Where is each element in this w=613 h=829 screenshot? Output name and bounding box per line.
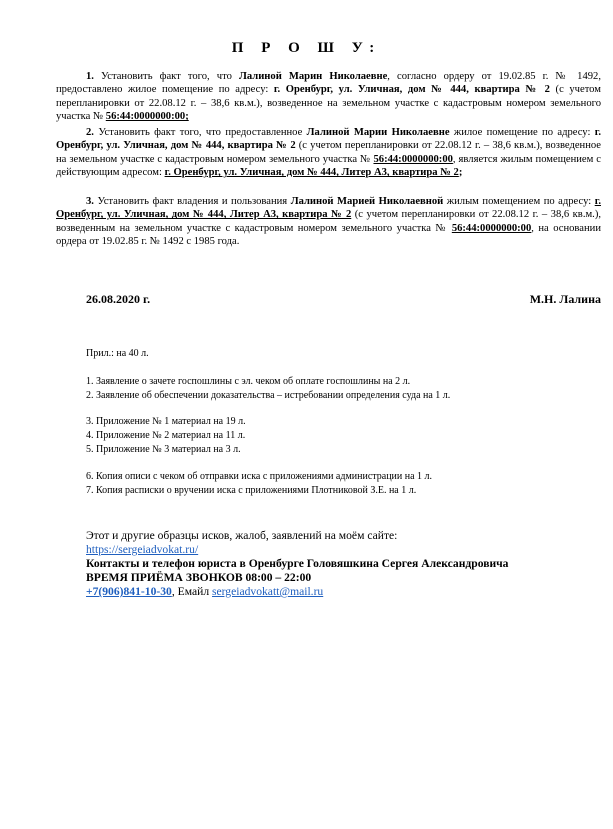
item-text-part: г. Оренбург, ул. Уличная, дом № 444, Литер А3, квартира № 2 bbox=[164, 167, 459, 179]
item-text-part: Установить факт владения и пользования bbox=[97, 196, 291, 207]
item-number: 3. bbox=[86, 196, 94, 207]
call-hours: ВРЕМЯ ПРИЁМА ЗВОНКОВ 08:00 – 22:00 bbox=[86, 571, 312, 584]
item-text-part: , является жилым помещением с действующим адресом: bbox=[56, 153, 601, 179]
attachment-item: 4. Приложение № 2 материал на 11 л. bbox=[86, 430, 246, 441]
item-text-part: 56:44:0000000:00 bbox=[373, 153, 453, 165]
item-text-part: г. Оренбург, ул. Уличная, дом № 444, Литер А3, квартира № 2 bbox=[56, 196, 601, 221]
item-text-part: Установить факт того, что bbox=[101, 71, 239, 82]
email-link[interactable]: sergeiadvokatt@mail.ru bbox=[212, 585, 324, 598]
attachment-item: 5. Приложение № 3 материал на 3 л. bbox=[86, 444, 241, 455]
item-text-part: ; bbox=[458, 167, 463, 179]
website-link[interactable]: https://sergeiadvokat.ru/ bbox=[86, 543, 199, 556]
item-text-part: г. Оренбург, ул. Уличная, дом № 444, квартира № 2 bbox=[273, 84, 550, 96]
attachment-item: 1. Заявление о зачете госпошлины с эл. чеком об оплате госпошлины на 2 л. bbox=[86, 376, 411, 387]
item-text-part: г. Оренбург, ул. Уличная, дом № 444, квартира № 2 bbox=[56, 127, 602, 152]
item-text-part: жилое помещение по адресу: bbox=[449, 127, 595, 138]
attachment-item: 7. Копия расписки о вручении иска с приложениями Плотниковой З.Е. на 1 л. bbox=[86, 485, 417, 496]
attachment-item: 2. Заявление об обеспечении доказательства – истребовании определения суда на 1 л. bbox=[86, 390, 451, 401]
document-date: 26.08.2020 г. bbox=[86, 292, 151, 306]
document-title: П Р О Ш У: bbox=[231, 40, 382, 56]
item-text-part: (с учетом перепланировки от 22.08.12 г. – 38,6 кв.м.), возведенное на земельном участке с кадастровым номером земельного участка № bbox=[56, 140, 601, 165]
request-item-2 bbox=[56, 126, 601, 180]
item-text-part: 56:44:0000000:00; bbox=[105, 111, 189, 123]
item-number: 1. bbox=[86, 71, 94, 82]
item-text-part: 56:44:0000000:00 bbox=[451, 222, 532, 234]
item-number: 2. bbox=[86, 127, 94, 138]
signature-name: М.Н. Лалина bbox=[529, 292, 601, 306]
item-text-part: (с учетом перепланировки от 22.08.12 г. – 38,6 кв.м.), возведенное на земельном участке с кадастровым номером земельного участка № bbox=[56, 84, 601, 123]
attachments-header: Прил.: на 40 л. bbox=[86, 348, 149, 359]
item-text-part: , согласно ордеру от 19.02.85 г. № 1492, предоставлено жилое помещение по адресу: bbox=[56, 71, 601, 96]
item-text-part: , на основании ордера от 19.02.85 г. № 1492 с 1985 года. bbox=[56, 222, 601, 248]
item-text-part: Установить факт того, что предоставленное bbox=[98, 127, 307, 138]
footer-intro: Этот и другие образцы исков, жалоб, заявлений на моём сайте: bbox=[86, 529, 398, 542]
contacts-heading: Контакты и телефон юриста в Оренбурге Головяшкина Сергея Александровича bbox=[86, 557, 509, 570]
item-text-part: Лалиной Марин Николаевне bbox=[238, 71, 388, 82]
attachment-item: 3. Приложение № 1 материал на 19 л. bbox=[86, 416, 246, 427]
email-label: , Емайл bbox=[171, 585, 212, 598]
item-text-part: (с учетом перепланировки от 22.08.12 г. – 38,6 кв.м.), возведенным на земельном участке с кадастровым номером земельного участка № bbox=[56, 209, 601, 234]
contact-line bbox=[86, 585, 323, 598]
item-text-part: Лалиной Марией Николаевной bbox=[290, 196, 444, 207]
request-item-1 bbox=[56, 70, 601, 124]
item-text-part: жилым помещением по адресу: bbox=[443, 196, 595, 207]
request-item-3 bbox=[56, 195, 601, 249]
item-text-part: Лалиной Марии Николаевне bbox=[306, 127, 450, 138]
attachment-item: 6. Копия описи с чеком об отправки иска с приложениями администрации на 1 л. bbox=[86, 471, 433, 482]
phone-link[interactable]: +7(906)841-10-30 bbox=[86, 585, 172, 598]
